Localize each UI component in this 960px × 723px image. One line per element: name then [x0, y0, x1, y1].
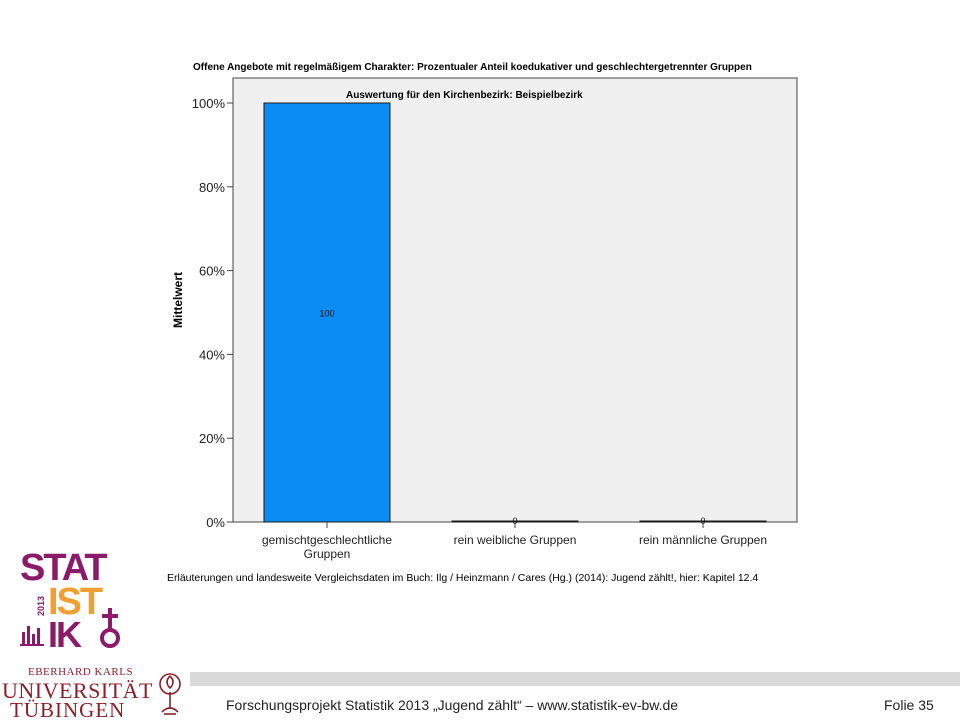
chart-subtitle: Auswertung für den Kirchenbezirk: Beispielbezirk: [346, 90, 583, 101]
chart-footnote: Erläuterungen und landesweite Vergleichsdaten im Buch: Ilg / Heinzmann / Cares (Hg.) (2014): Jugend zählt!, hier: Kapitel 12.4: [167, 572, 759, 584]
statistik-2013-logo: [18, 546, 128, 650]
y-axis-ticks: [192, 96, 233, 530]
y-tick-label: 80%: [198, 179, 225, 195]
bar-data-label: 0: [512, 516, 518, 526]
y-tick-label: 60%: [198, 263, 225, 279]
bar-data-label: 100: [319, 308, 335, 319]
palm-tree-icon: [158, 672, 182, 716]
y-tick-label: 0%: [206, 515, 225, 530]
university-line1: EBERHARD KARLS: [28, 666, 134, 678]
bar-data-label: 0: [700, 516, 706, 526]
y-tick-label: 20%: [198, 431, 225, 447]
logo-ist-text: IST: [48, 581, 102, 623]
x-axis-labels: [262, 522, 767, 561]
university-line3: TÜBINGEN: [10, 698, 126, 722]
x-tick-label: gemischtgeschlechtliche: [261, 533, 393, 547]
logo-ik-text: IK: [48, 614, 80, 650]
footer-bar: [190, 672, 960, 686]
logo-stat-text: STAT: [20, 547, 106, 589]
university-line2: UNIVERSITÄT: [2, 678, 153, 703]
y-axis-label: Mittelwert: [171, 271, 185, 329]
footer-text: Forschungsprojekt Statistik 2013 „Jugend zählt“ – www.statistik-ev-bw.de: [226, 697, 679, 713]
x-tick-label: rein männliche Gruppen: [638, 533, 768, 547]
chart-title: Offene Angebote mit regelmäßigem Charakter: Prozentualer Anteil koedukativer und geschlechtergetrennter Gruppen: [193, 62, 752, 73]
x-tick-label: Gruppen: [303, 547, 351, 561]
x-tick-label: rein weibliche Gruppen: [453, 533, 577, 547]
gender-symbol-icon: [102, 608, 118, 646]
y-tick-label: 40%: [198, 347, 225, 363]
logo-year-text: 2013: [36, 595, 46, 616]
slide-number: Folie 35: [884, 697, 934, 713]
y-tick-label: 100%: [191, 96, 225, 111]
logo-bar-icon: [20, 626, 44, 646]
